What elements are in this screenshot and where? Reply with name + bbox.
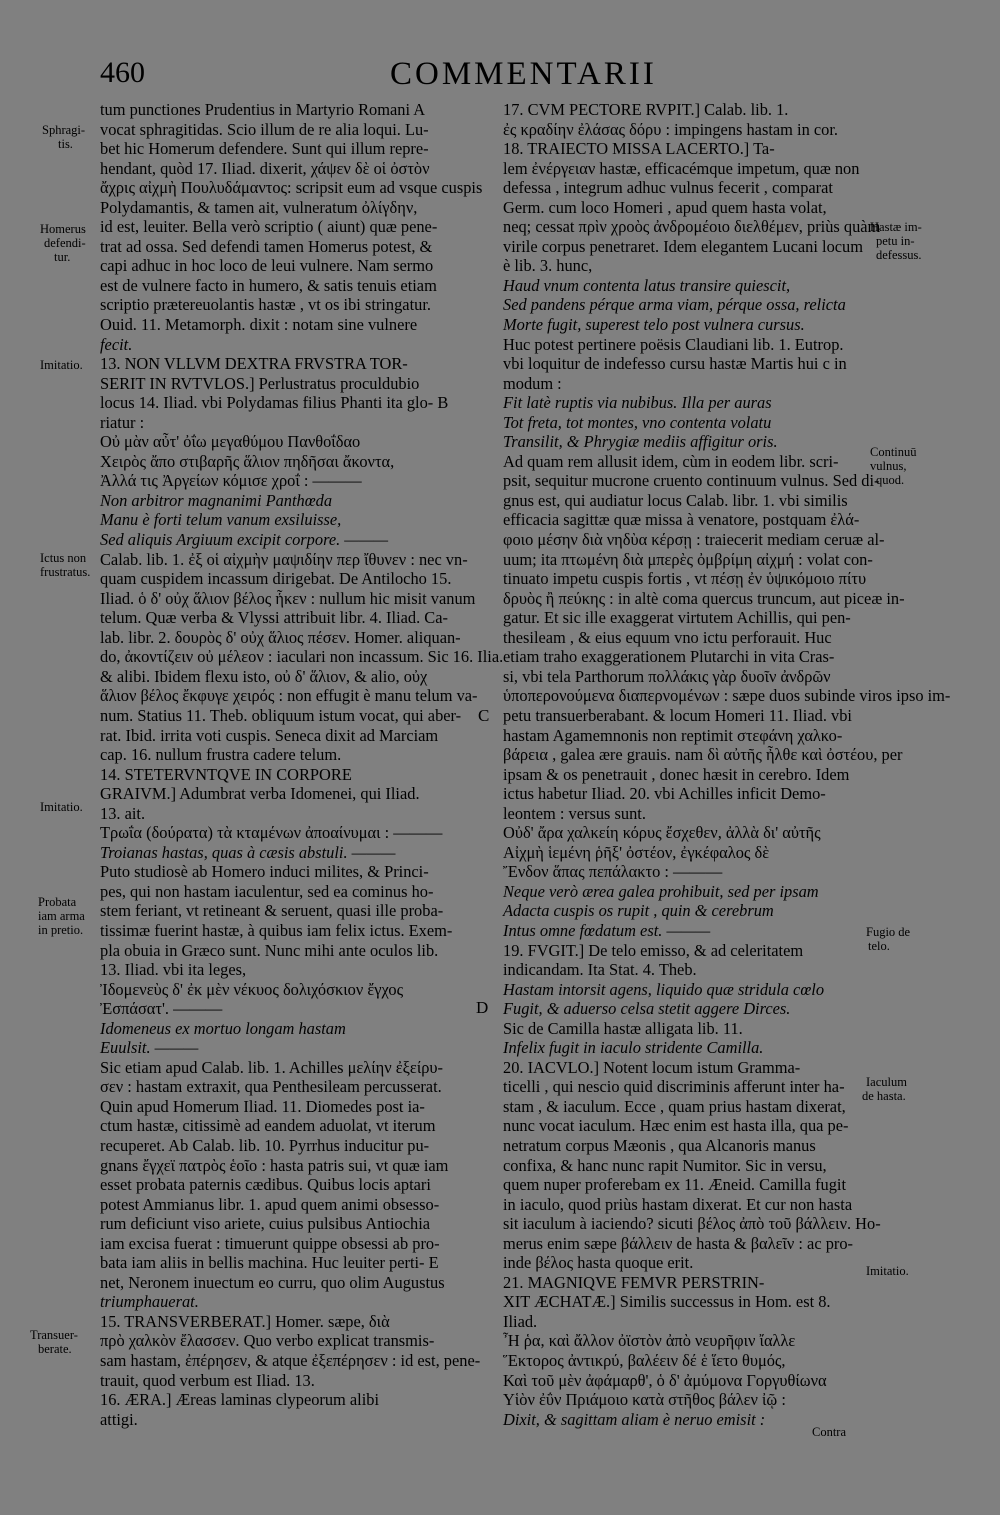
text-line: ὑποπερονούμενα διαπερνομένων : sæpe duos subinde viros ipso im-	[503, 686, 951, 706]
margin-note: de hasta.	[862, 1089, 906, 1103]
page-number: 460	[100, 56, 145, 89]
text-line: Huc potest pertinere poësis Claudiani lib. 1. Eutrop.	[503, 334, 844, 354]
margin-note: frustratus.	[40, 565, 91, 579]
text-line: 13. Iliad. vbi ita leges,	[100, 960, 247, 980]
margin-note: iam arma	[38, 909, 85, 923]
text-line: Sed pandens pérque arma viam, pérque ossa, relicta	[503, 295, 846, 315]
text-line: inde βέλος hasta quoque erit.	[503, 1253, 694, 1273]
text-line: 19. FVGIT.] De telo emisso, & ad celeritatem	[503, 940, 804, 960]
text-line: Υἱὸν ἐΰν Πριάμοιο κατὰ στῆθος βάλεν ἰῷ :	[503, 1390, 786, 1410]
text-line: Manu è forti telum vanum exsiluisse,	[100, 510, 342, 530]
text-line: 13. NON VLLVM DEXTRA FRVSTRA TOR-	[100, 354, 408, 374]
text-line: SERIT IN RVTVLOS.] Perlustratus proculdubio	[100, 373, 420, 393]
text-line: & alibi. Ibidem flexu isto, οὐ δ' ἅλιον, & alio, οὐχ	[100, 666, 428, 686]
text-line: XIT ÆCHATÆ.] Similis successus in Hom. est 8.	[503, 1292, 831, 1312]
text-line: Idomeneus ex mortuo longam hastam	[100, 1018, 346, 1038]
margin-note: petu in-	[876, 234, 915, 248]
text-line: 13. ait.	[100, 803, 146, 823]
margin-note: defendi-	[44, 236, 86, 250]
text-line: Ἔνδον ἅπας πεπάλακτο : ———	[503, 862, 723, 882]
margin-note: Homerus	[40, 222, 86, 236]
text-line: fecit.	[100, 334, 133, 354]
text-line: hendant, quòd 17. Iliad. dixerit, χάψεν δὲ οἱ ὀστὸν	[100, 158, 430, 178]
text-line: defessa , integrum adhuc vulnus fecerit , comparat	[503, 178, 833, 198]
text-line: σεν : hastam extraxit, qua Penthesileam percusserat.	[100, 1077, 442, 1097]
text-line: δρυὸς ἢ πεύκης : in altè coma quercus truncum, aut piceæ in-	[503, 588, 905, 608]
text-line: iam excisa fuerat : timuerunt quippe obsessi ab pro-	[100, 1233, 440, 1253]
text-line: ἅλιον βέλος ἔκφυγε χειρός : non effugit è manu telum va-	[100, 686, 478, 706]
text-line: potest Ammianus libr. 1. apud quem animi obsesso-	[100, 1194, 440, 1214]
text-line: gnans ἔγχεϊ πατρὸς ἑοῖο : hasta patris sui, vt quæ iam	[100, 1155, 449, 1175]
margin-note: telo.	[868, 939, 890, 953]
text-line: cap. 16. nullum frustra cadere telum.	[100, 745, 342, 765]
margin-note: Imitatio.	[40, 800, 83, 814]
text-line: ctum hastæ, citissimè ad eandem aduolat, vt iterum	[100, 1116, 436, 1136]
margin-note: Imitatio.	[40, 358, 83, 372]
text-line: ἐς κραδίην ἐλάσας δόρυ : impingens hastam in cor.	[503, 119, 838, 139]
text-line: recuperet. Ab Calab. lib. 10. Pyrrhus inducitur pu-	[100, 1135, 430, 1155]
text-line: Καὶ τοῦ μὲν ἀφάμαρθ', ὁ δ' ἀμύμονα Γοργυθίωνα	[503, 1370, 827, 1390]
text-line: Troianas hastas, quas à cæsis abstuli. ———	[100, 842, 396, 862]
text-line: scriptio prætereuolantis hastæ , vt os ibi stringatur.	[100, 295, 431, 315]
text-line: Οὐδ' ἄρα χαλκείη κόρυς ἔσχεθεν, ἀλλὰ δι' αὐτῆς	[503, 823, 821, 843]
margin-note: Fugio de	[866, 925, 911, 939]
text-line: uum; ita πτωμένη διὰ μπερὲς ὀμβρίμη αἰχμή : volat con-	[503, 549, 873, 569]
left-column	[100, 100, 504, 1429]
text-line: netratum corpus Mæonis , qua Alcanoris manus	[503, 1135, 816, 1155]
text-line: ἄχρις αἰχμὴ Πουλυδάμαντος: scripsit eum ad vsque cuspis	[100, 178, 483, 198]
text-line: triumphauerat.	[100, 1292, 199, 1312]
text-line: virile corpus penetraret. Idem elegantem Lucani locum	[503, 236, 863, 256]
text-line: quem nuper proferebam ex 11. Æneid. Camilla fugit	[503, 1175, 847, 1195]
text-line: Ἰδομενεὺς δ' ἐκ μὲν νέκυος δολιχόσκιον ἔγχος	[100, 979, 404, 999]
text-line: vbi loquitur de indefesso cursu hastæ Martis hui c in	[503, 354, 847, 374]
text-line: è lib. 3. hunc,	[503, 256, 593, 276]
text-line: 17. CVM PECTORE RVPIT.] Calab. lib. 1.	[503, 100, 789, 119]
text-line: trat ad ossa. Sed defendi tamen Homerus potest, &	[100, 236, 433, 256]
margin-note: berate.	[38, 1342, 72, 1356]
text-line: 16. ÆRA.] Æreas laminas clypeorum alibi	[100, 1390, 380, 1410]
text-line: capi adhuc in hoc loco de leui vulnere. Nam sermo	[100, 256, 434, 276]
text-line: Haud vnum contenta latus transire quiescit,	[503, 275, 791, 295]
text-line: do, ἀκοντίζειν οὐ μέλεον : iaculari non incassum. Sic 16. Ilia.	[100, 647, 504, 667]
section-letter: D	[476, 998, 489, 1017]
text-line: bet hic Homerum defendere. Sunt qui illum repre-	[100, 139, 429, 159]
text-line: stem feriant, vt retineant & seruent, quasi ille proba-	[100, 901, 444, 921]
text-line: Intus omne fœdatum est. ———	[503, 920, 711, 940]
text-line: Τρωΐα (δούρατα) τὰ κταμένων ἀποαίνυμαι : ———	[100, 823, 443, 843]
text-line: indicandam. Ita Stat. 4. Theb.	[503, 960, 697, 980]
text-line: nunc vocat iaculum. Hæc enim est hasta illa, qua pe-	[503, 1116, 849, 1136]
text-line: 20. IACVLO.] Notent locum istum Gramma-	[503, 1057, 801, 1077]
text-line: 18. TRAIECTO MISSA LACERTO.] Ta-	[503, 139, 775, 159]
text-line: Ἦ ῥα, καὶ ἄλλον ὀϊστὸν ἀπὸ νευρῆφιν ἴαλλε	[503, 1331, 796, 1351]
text-line: Puto studiosè ab Homero induci milites, & Princi-	[100, 862, 429, 882]
running-head: COMMENTARII	[390, 56, 657, 92]
text-line: bata iam aliis in bellis machina. Huc leuiter perti- E	[100, 1253, 439, 1273]
text-line: trauit, quod verbum est Iliad. 13.	[100, 1370, 315, 1390]
text-line: Morte fugit, superest telo post vulnera cursus.	[503, 315, 805, 335]
text-line: confixa, & hanc nunc rapit Numitor. Sic in versu,	[503, 1155, 827, 1175]
text-line: Οὐ μὰν αὖτ' ὀΐω μεγαθύμου Πανθοΐδαο	[100, 432, 361, 452]
text-line: net, Neronem inuectum eo curru, quo olim Augustus	[100, 1272, 445, 1292]
text-line: Non arbitror magnanimi Panthœda	[100, 490, 333, 510]
text-line: Ἀλλά τις Ἀργείων κόμισε χροΐ : ———	[100, 471, 362, 491]
text-line: vocat sphragitidas. Scio illum de re alia loqui. Lu-	[100, 119, 429, 139]
text-line: sit iaculum à iaciendo? sicuti βέλος ἀπὸ τοῦ βάλλειν. Ho-	[503, 1214, 881, 1234]
text-line: 15. TRANSVERBERAT.] Homer. sæpe, διὰ	[100, 1311, 390, 1331]
text-line: psit, sequitur mucrone cruento continuum vulnus. Sed di-	[503, 471, 880, 491]
text-line: Quin apud Homerum Iliad. 11. Diomedes post ia-	[100, 1096, 425, 1116]
text-line: rat. Ibid. irrita voti cuspis. Seneca dixit ad Marciam	[100, 725, 439, 745]
margin-note: Iaculum	[866, 1075, 907, 1089]
text-line: φοιο μέσην διὰ νηδὺα κέρσῃ : traiecerit mediam ceruæ al-	[503, 530, 885, 550]
text-line: in iaculo, quod priùs hastam dixerat. Et cur non hasta	[503, 1194, 853, 1214]
text-line: lem ἐνέργειαν hastæ, efficacémque impetum, quæ non	[503, 158, 860, 178]
text-line: Neque verò ærea galea prohibuit, sed per ipsam	[503, 881, 819, 901]
text-line: tum punctiones Prudentius in Martyrio Romani A	[100, 100, 426, 119]
text-line: Fugit, & aduerso celsa stetit aggere Dirces.	[503, 999, 791, 1019]
text-line: Calab. lib. 1. ἐξ οἱ αἰχμὴν μαψιδίην περ ἴθυνεν : nec vn-	[100, 549, 468, 569]
text-line: Infelix fugit in iaculo stridente Camilla.	[503, 1038, 764, 1058]
text-line: quam cuspidem incassum dirigebat. De Antilocho 15.	[100, 569, 452, 589]
text-line: id est, leuiter. Bella verò scriptio ( aiunt) quæ pene-	[100, 217, 438, 237]
text-line: esset probata paternis cædibus. Quibus locis aptari	[100, 1175, 431, 1195]
text-line: hastam Agamemnonis non reptimit στεφάνη χαλκο-	[503, 725, 843, 745]
text-line: sam hastam, ἐπέρησεν, & atque ἐξεπέρησεν : id est, pene-	[100, 1351, 481, 1370]
margin-note: Transuer-	[30, 1328, 78, 1342]
text-line: Sic de Camilla hastæ alligata lib. 11.	[503, 1018, 743, 1038]
text-line: Euulsit. ———	[100, 1038, 199, 1058]
text-line: Χειρὸς ἄπο στιβαρῆς ἅλιον πηδῆσαι ἄκοντα,	[100, 451, 395, 471]
margin-note: Probata	[38, 895, 77, 909]
text-line: merus enim sæpe βάλλειν de hasta & βαλεῖν : ac pro-	[503, 1233, 853, 1253]
text-line: ticelli , qui nescio quid discriminis afferunt inter ha-	[503, 1077, 845, 1097]
text-line: Ad quam rem allusit idem, cùm in eodem libr. scri-	[503, 451, 839, 471]
text-line: ictus habetur Iliad. 20. vbi Achilles inficit Demo-	[503, 784, 826, 804]
text-line: stam , & iaculum. Ecce , quam prius hastam dixerat,	[503, 1096, 846, 1116]
margin-note: defessus.	[876, 248, 922, 262]
text-line: Iliad. ὁ δ' οὐχ ἅλιον βέλος ἧκεν : nullum hic misit vanum	[100, 588, 476, 608]
text-line: riatur :	[100, 412, 145, 432]
margin-note: Imitatio.	[866, 1264, 909, 1278]
text-line: tissimæ fuerint hastæ, à quibus iam felix ictus. Exem-	[100, 920, 453, 940]
text-line: pes, qui non hastam iaculentur, sed ea cominus ho-	[100, 881, 434, 901]
margin-note: Contra	[812, 1425, 847, 1439]
text-line: ipsam & os penetrauit , donec hæsit in cerebro. Idem	[503, 764, 850, 784]
text-line: gnus est, qui audiatur locus Calab. libr. 1. vbi similis	[503, 490, 848, 510]
text-line: Germ. cum loco Homeri , apud quem hasta volat,	[503, 197, 827, 217]
margin-note: tis.	[58, 137, 73, 151]
text-line: lab. libr. 2. δουρὸς δ' οὐχ ἅλιος πέσεν. Homer. aliquan-	[100, 627, 461, 647]
margin-note: tur.	[54, 250, 71, 264]
text-line: petu transuerberabant. & locum Homeri 11. Iliad. vbi	[503, 705, 852, 725]
text-line: Ἐσπάσατ'. ———	[100, 999, 223, 1019]
margin-note: Continuū	[870, 445, 917, 459]
margin-note: Hastæ im-	[870, 220, 922, 234]
text-line: Dixit, & sagittam aliam è neruo emisit :	[503, 1409, 766, 1429]
text-line: Αἰχμὴ ἱεμένη ῥῆξ' ὀστέον, ἐγκέφαλος δὲ	[503, 842, 770, 862]
text-line: locus 14. Iliad. vbi Polydamas filius Phanti ita glo- B	[100, 393, 449, 413]
margin-note: Ictus non	[40, 551, 87, 565]
text-line: gatur. Et sic ille exaggerat virtutem Achillis, qui pen-	[503, 608, 851, 628]
text-line: attigi.	[100, 1409, 138, 1429]
section-letter: C	[478, 706, 490, 725]
text-line: efficacia sagittæ quæ missa à venatore, postquam ἐλά-	[503, 510, 860, 530]
text-line: est de vulnere facto in humero, & satis tenuis etiam	[100, 275, 437, 295]
text-line: neq; cessat πρὶν χροὸς ἀνδρομέοιο διελθέμεν, priùs quàm	[503, 217, 881, 237]
text-line: Transilit, & Phrygiæ mediis affigitur oris.	[503, 432, 778, 452]
text-line: pla obuia in Græco sunt. Nunc mihi ante oculos lib.	[100, 940, 439, 960]
text-line: Polydamantis, & tamen ait, vulneratum ὀλίγδην,	[100, 197, 418, 217]
text-line: Adacta cuspis os rupit , quin & cerebrum	[503, 901, 774, 921]
text-line: tinuato impetu cuspis fortis , vt πέσῃ ἐν ὑψικόμοιο πίτυ	[503, 569, 867, 589]
text-line: etiam traho exaggerationem Plutarchi in vita Cras-	[503, 647, 835, 667]
text-line: Sed aliquis Argiuum excipit corpore. ———	[100, 530, 389, 550]
margin-note: vulnus,	[870, 459, 907, 473]
text-line: Hastam intorsit agens, liquido quæ stridula cœlo	[503, 979, 825, 999]
margin-note: quod.	[876, 473, 905, 487]
text-line: modum :	[503, 373, 562, 393]
text-line: Ouid. 11. Metamorph. dixit : notam sine vulnere	[100, 315, 418, 335]
text-line: si, vbi tela Parthorum πολλάκις γὰρ δυοῖν ἀνδρῶν	[503, 666, 831, 686]
margin-note: in pretio.	[38, 923, 84, 937]
text-line: Iliad.	[503, 1311, 538, 1331]
text-line: πρὸ χαλκὸν ἔλασσεν. Quo verbo explicat transmis-	[100, 1331, 435, 1351]
text-line: Sic etiam apud Calab. lib. 1. Achilles μελίην ἐξείρυ-	[100, 1057, 443, 1077]
text-line: Ἕκτορος ἀντικρύ, βαλέειν δέ ἑ ἵετο θυμός,	[503, 1351, 786, 1370]
text-line: GRAIVM.] Adumbrat verba Idomenei, qui Iliad.	[100, 784, 420, 804]
margin-note: Sphragi-	[42, 123, 86, 137]
text-line: βάρεια , galea ære grauis. nam δὶ αὐτῆς ἦλθε καὶ ὀστέου, per	[503, 745, 903, 765]
text-line: 21. MAGNIQVE FEMVR PERSTRIN-	[503, 1272, 765, 1292]
text-line: Tot freta, tot montes, vno contenta volatu	[503, 412, 772, 432]
text-line: rum deficiunt viso ariete, cuius pulsibus Antiochia	[100, 1214, 431, 1234]
text-line: 14. STETERVNTQVE IN CORPORE	[100, 764, 352, 784]
text-line: num. Statius 11. Theb. obliquum istum vocat, qui aber-	[100, 705, 462, 725]
text-line: thesileam , & eius equum vno ictu perforauit. Huc	[503, 627, 832, 647]
text-line: leontem : versus sunt.	[503, 803, 646, 823]
text-line: Fit latè ruptis via nubibus. Illa per auras	[503, 393, 772, 413]
text-line: telum. Quæ verba & Vlyssi attribuit libr. 4. Iliad. Ca-	[100, 608, 448, 628]
